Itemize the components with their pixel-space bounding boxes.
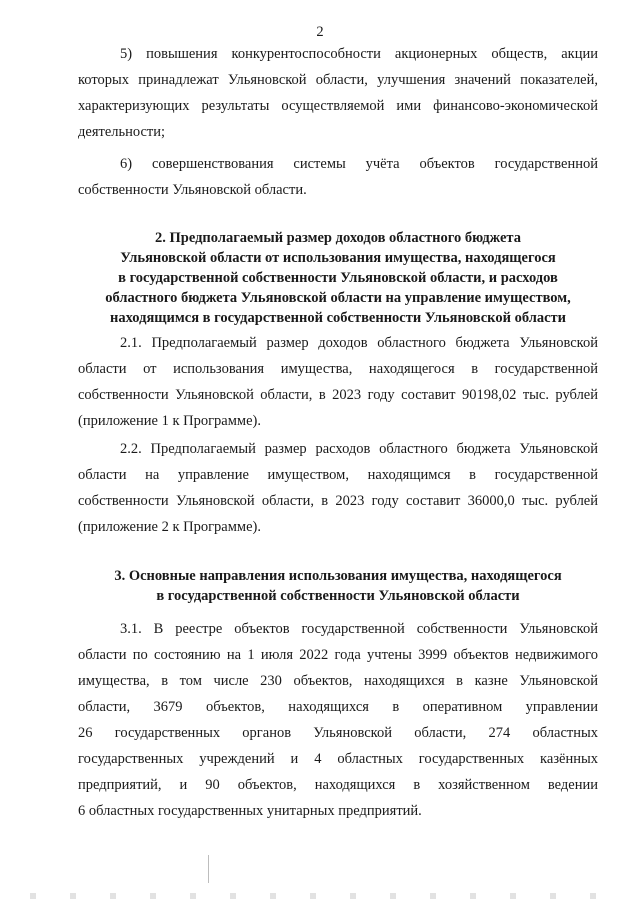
heading-line: 3. Основные направления использования имущества, находящегося bbox=[114, 568, 562, 584]
text-line: области по состоянию на 1 июля 2022 года учтены 3999 объектов недвижимого bbox=[78, 647, 598, 663]
text-line: 2.2. Предполагаемый размер расходов областного бюджета Ульяновской bbox=[120, 441, 598, 457]
paragraph-3-1 bbox=[78, 616, 598, 824]
section-heading-2 bbox=[78, 228, 598, 328]
scan-artifact-bottom bbox=[30, 893, 610, 899]
text-line: 26 государственных органов Ульяновской области, 274 областных bbox=[78, 725, 598, 741]
heading-line: 2. Предполагаемый размер доходов областного бюджета bbox=[155, 230, 521, 246]
text-line: собственности Ульяновской области. bbox=[78, 182, 307, 198]
text-line: которых принадлежат Ульяновской области, улучшения значений показателей, bbox=[78, 72, 598, 88]
text-line: 6 областных государственных унитарных предприятий. bbox=[78, 803, 422, 819]
text-line: 6) совершенствования системы учёта объектов государственной bbox=[120, 156, 598, 172]
heading-line: в государственной собственности Ульяновской области bbox=[156, 588, 520, 604]
text-line: (приложение 2 к Программе). bbox=[78, 519, 261, 535]
text-line: (приложение 1 к Программе). bbox=[78, 413, 261, 429]
text-line: области, 3679 объектов, находящихся в оперативном управлении bbox=[78, 699, 598, 715]
text-line: 5) повышения конкурентоспособности акционерных обществ, акции bbox=[120, 46, 598, 62]
section-heading-3 bbox=[78, 566, 598, 606]
text-line: области от использования имущества, находящегося в государственной bbox=[78, 361, 598, 377]
text-line: характеризующих результаты осуществляемой ими финансово-экономической bbox=[78, 98, 598, 114]
paragraph-2-1 bbox=[78, 330, 598, 434]
heading-line: областного бюджета Ульяновской области на управление имуществом, bbox=[105, 290, 571, 306]
text-line: имущества, в том числе 230 объектов, находящихся в казне Ульяновской bbox=[78, 673, 598, 689]
list-item-6 bbox=[78, 151, 598, 203]
text-line: 2.1. Предполагаемый размер доходов областного бюджета Ульяновской bbox=[120, 335, 598, 351]
page-number: 2 bbox=[316, 24, 324, 40]
text-line: собственности Ульяновской области, в 2023 году составит 90198,02 тыс. рублей bbox=[78, 387, 598, 403]
text-line: собственности Ульяновской области, в 2023 году составит 36000,0 тыс. рублей bbox=[78, 493, 598, 509]
text-line: 3.1. В реестре объектов государственной собственности Ульяновской bbox=[120, 621, 598, 637]
list-item-5 bbox=[78, 41, 598, 145]
paragraph-2-2 bbox=[78, 436, 598, 540]
text-line: предприятий, и 90 объектов, находящихся в хозяйственном ведении bbox=[78, 777, 598, 793]
heading-line: находящимся в государственной собственности Ульяновской области bbox=[109, 310, 567, 326]
text-line: деятельности; bbox=[78, 124, 166, 140]
scan-artifact bbox=[208, 855, 209, 883]
heading-line: в государственной собственности Ульяновской области, и расходов bbox=[118, 270, 558, 286]
text-line: области на управление имуществом, находящимся в государственной bbox=[78, 467, 598, 483]
heading-line: Ульяновской области от использования имущества, находящегося bbox=[120, 250, 556, 266]
text-line: государственных учреждений и 4 областных государственных казённых bbox=[78, 751, 598, 767]
